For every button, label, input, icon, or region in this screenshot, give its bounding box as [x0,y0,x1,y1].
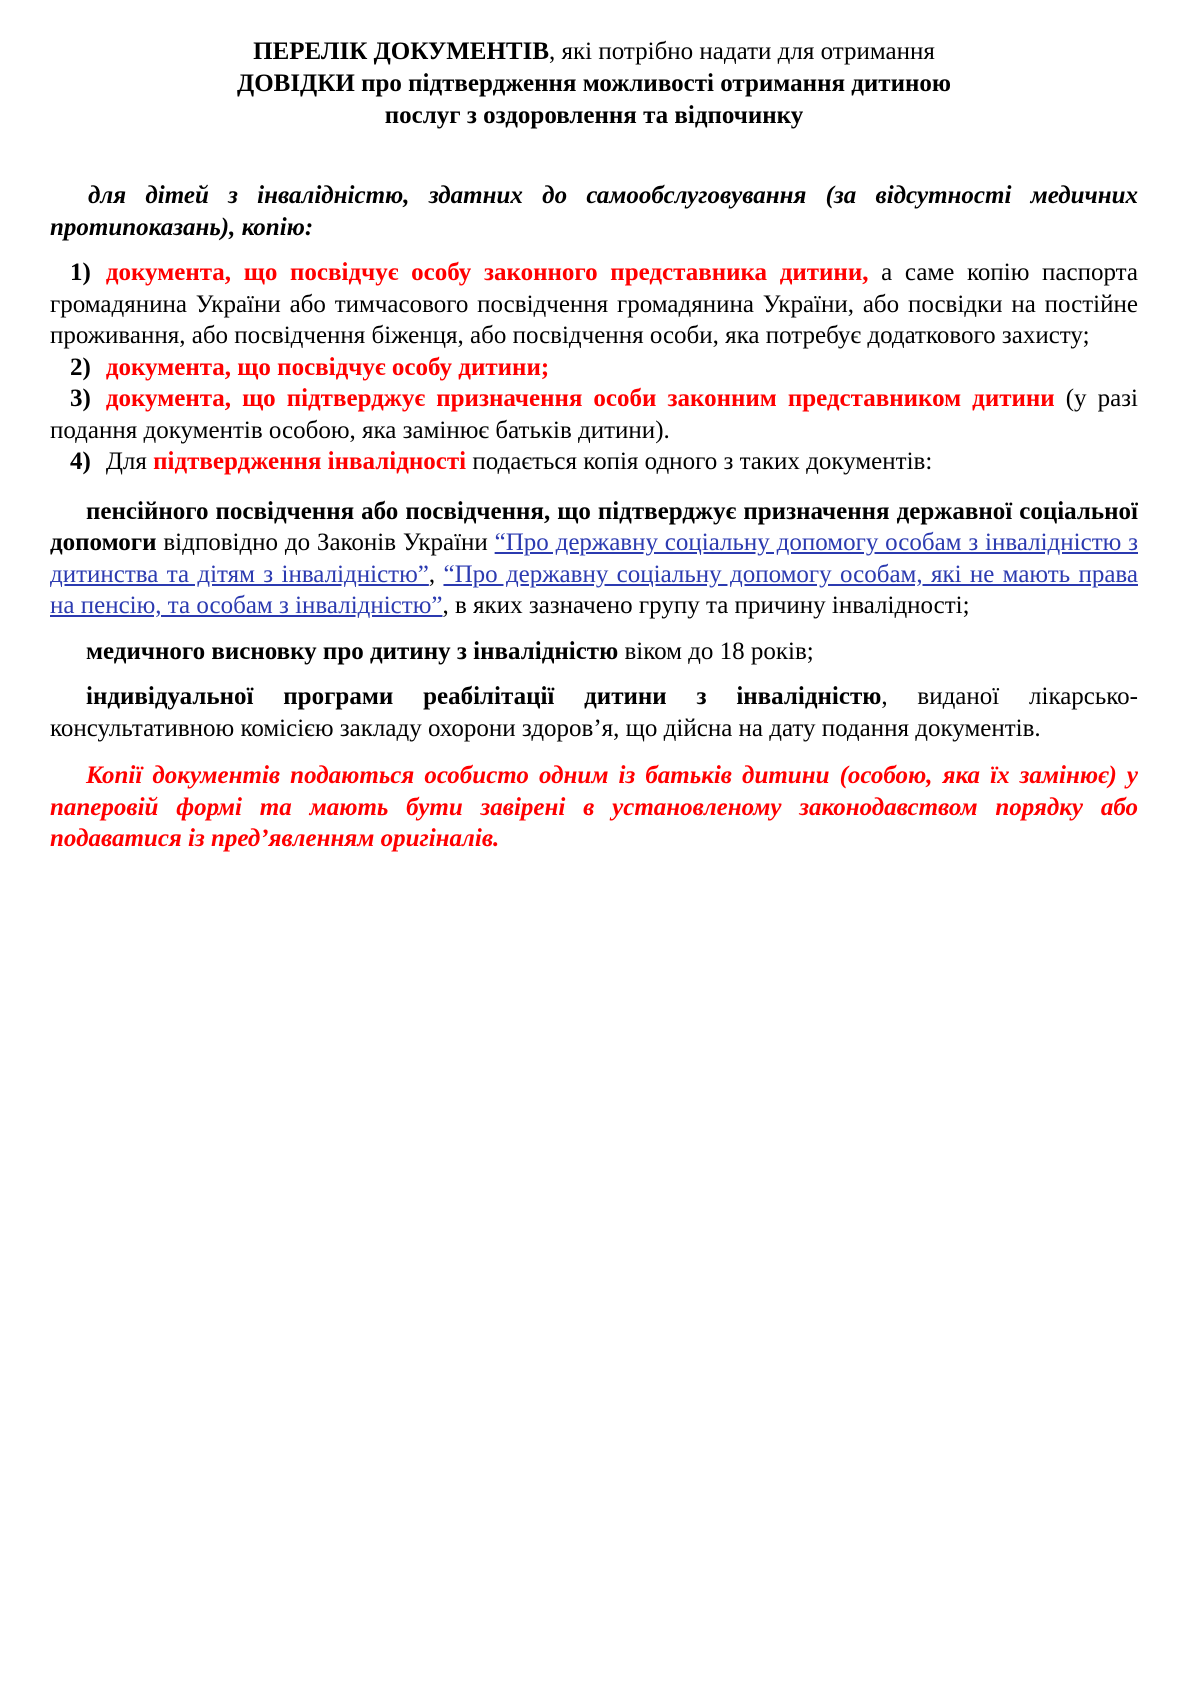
intro-paragraph: для дітей з інвалідністю, здатних до самообслуговування (за відсутності медичних протипоказань), копію: [50,182,1138,241]
list-item-4 [50,446,1138,478]
item-1-number: 1) [70,259,91,286]
title-line2: ДОВІДКИ про підтвердження можливості отримання дитиною [237,70,951,97]
pension-paragraph [50,496,1138,622]
program-bold-text: індивідуальної програми реабілітації дитини з інвалідністю [86,683,882,710]
title-line1-bold: ПЕРЕЛІК ДОКУМЕНТІВ [253,38,550,65]
item-3-rest-text: (у разі подання документів особою, яка замінює батьків дитини). [50,385,1138,444]
item-2-number: 2) [70,353,91,381]
list-item-2 [50,352,1138,384]
item-4-lead-text: Для [105,448,154,475]
item-4-rest-text: подається копія одного з таких документів: [466,448,933,475]
pension-comma: , [428,560,444,588]
item-2-red-text: документа, що посвідчує особу дитини; [105,353,550,381]
item-1-rest-text: а саме копію паспорта громадянина України або тимчасового посвідчення громадянина України, або посвідки на постійне проживання, або посвідчення біженця, або посвідчення особи, яка потребує додаткового захисту; [50,259,1138,349]
program-paragraph [50,681,1138,744]
pension-bold-text: пенсійного посвідчення або посвідчення, що підтверджує призначення державної соціальної допомоги [50,497,1138,556]
item-4-number: 4) [70,448,91,475]
item-4-red-text: підтвердження інвалідності [153,448,467,475]
list-item-3 [50,383,1138,446]
medical-bold-text: медичного висновку про дитину з інвалідністю [86,637,619,665]
law-link-no-pension-right[interactable]: “Про державну соціальну допомогу особам, які не мають права на пенсію, та особам з інвалідністю” [50,560,1138,619]
pension-rest-text: , в яких зазначено групу та причину інвалідності; [442,592,970,619]
pension-mid-text: відповідно до Законів України [156,529,495,556]
list-item-1 [50,257,1138,352]
item-3-red-text: документа, що підтверджує призначення особи законним представником дитини [105,385,1055,412]
title-line1-rest: , які потрібно надати для отримання [549,38,935,65]
item-1-red-text: документа, що посвідчує особу законного представника дитини, [105,259,869,286]
document-title [50,36,1138,132]
medical-paragraph [50,636,1138,668]
medical-rest-text: віком до 18 років; [618,637,814,665]
item-3-number: 3) [70,385,91,412]
law-link-disability-since-childhood[interactable]: “Про державну соціальну допомогу особам з інвалідністю з дитинства та дітям з інвалідністю” [50,529,1138,588]
title-line3: послуг з оздоровлення та відпочинку [384,102,804,129]
program-rest-text: , виданої лікарсько-консультативною комісією закладу охорони здоров’я, що дійсна на дату подання документів. [50,683,1139,742]
footer-note: Копії документів подаються особисто одним із батьків дитини (особою, яка їх замінює) у паперовій формі та мають бути завірені в установленому законодавством порядку або подаватися із пред’явленням оригіналів. [50,762,1138,852]
